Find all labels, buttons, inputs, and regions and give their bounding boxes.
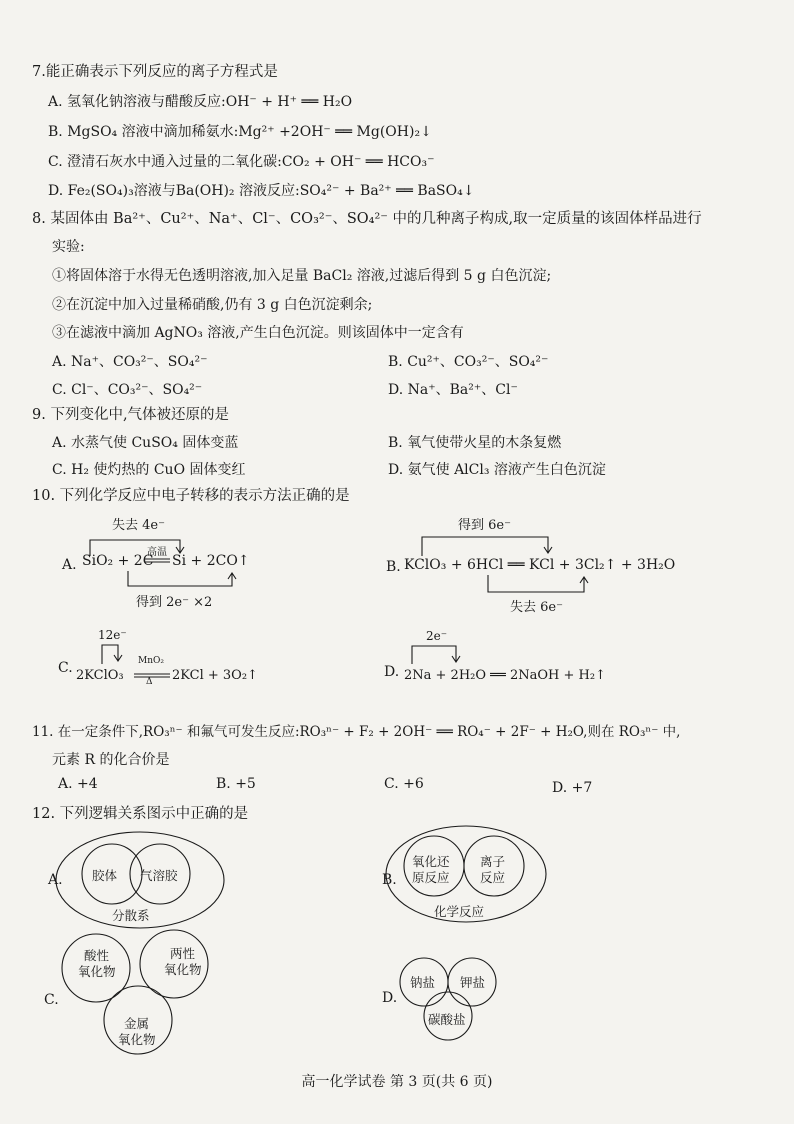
- q10b-bottom-label: 失去 6e⁻: [510, 600, 563, 615]
- q10b-equation: KClO₃ + 6HCl ══ KCl + 3Cl₂↑ + 3H₂O: [404, 557, 676, 573]
- q12a-text-1: 胶体: [92, 868, 118, 883]
- q10c-label: C.: [58, 660, 73, 676]
- q8-option-d: D. Na⁺、Ba²⁺、Cl⁻: [388, 382, 518, 398]
- q10d-top-label: 2e⁻: [426, 629, 448, 643]
- q10-stem: 10. 下列化学反应中电子转移的表示方法正确的是: [32, 488, 350, 504]
- q10b-top-arrow: [422, 537, 548, 556]
- q10a-condition: 高温: [147, 547, 167, 558]
- q11-option-d: D. +7: [552, 780, 593, 796]
- q10a-bottom-arrow: [128, 571, 232, 586]
- q7-option-a: A. 氢氧化钠溶液与醋酸反应:OH⁻ + H⁺ ══ H₂O: [48, 94, 353, 110]
- q12b-text-2b: 反应: [480, 870, 506, 885]
- q12b-label: B.: [382, 872, 397, 888]
- q9-stem: 9. 下列变化中,气体被还原的是: [32, 407, 230, 423]
- q10b-top-label: 得到 6e⁻: [458, 518, 511, 533]
- q8-option-b: B. Cu²⁺、CO₃²⁻、SO₄²⁻: [388, 354, 549, 370]
- q10a-label: A.: [62, 557, 77, 573]
- q7-option-d: D. Fe₂(SO₄)₃溶液与Ba(OH)₂ 溶液反应:SO₄²⁻ + Ba²⁺ ══ BaSO₄↓: [48, 183, 475, 199]
- q12a-label: A.: [48, 872, 63, 888]
- q11-stem-2: 元素 R 的化合价是: [52, 752, 170, 768]
- q10b-label: B.: [386, 559, 401, 575]
- q10c-eq-left: 2KClO₃: [76, 668, 124, 683]
- q10c-arrow: [102, 645, 118, 664]
- q8-option-a: A. Na⁺、CO₃²⁻、SO₄²⁻: [52, 354, 208, 370]
- q12c-text-3b: 氧化物: [118, 1032, 156, 1047]
- q10b-bottom-arrow: [488, 575, 584, 592]
- q12c-text-1a: 酸性: [84, 948, 110, 963]
- q12c-label: C.: [44, 992, 59, 1008]
- q8-step-2: ②在沉淀中加入过量稀硝酸,仍有 3 g 白色沉淀剩余;: [52, 297, 373, 313]
- q12c-text-2b: 氧化物: [164, 962, 202, 977]
- q7-option-c: C. 澄清石灰水中通入过量的二氧化碳:CO₂ + OH⁻ ══ HCO₃⁻: [48, 154, 435, 170]
- q11-stem-1: 11. 在一定条件下,RO₃ⁿ⁻ 和氟气可发生反应:RO₃ⁿ⁻ + F₂ + 2OH⁻ ══ RO₄⁻ + 2F⁻ + H₂O,则在 RO₃ⁿ⁻ 中,: [32, 724, 681, 740]
- q10c-catalyst: MnO₂: [138, 656, 164, 666]
- q9-option-c: C. H₂ 使灼热的 CuO 固体变红: [52, 462, 246, 478]
- q8-step-3: ③在滤液中滴加 AgNO₃ 溶液,产生白色沉淀。则该固体中一定含有: [52, 325, 464, 341]
- q12a-text-2: 气溶胶: [140, 868, 178, 883]
- q12b-text-1b: 原反应: [412, 870, 450, 885]
- q12c-text-1b: 氧化物: [78, 964, 116, 979]
- q11-option-b: B. +5: [216, 776, 256, 792]
- q10a-top-arrow: [90, 540, 180, 556]
- q9-option-a: A. 水蒸气使 CuSO₄ 固体变蓝: [52, 435, 239, 451]
- q10d-arrow: [412, 646, 456, 664]
- q9-option-d: D. 氨气使 AlCl₃ 溶液产生白色沉淀: [388, 462, 606, 478]
- q12d-text-2: 钾盐: [460, 975, 486, 990]
- q12b-text-2a: 离子: [480, 854, 506, 869]
- q10c-eq-right: 2KCl + 3O₂↑: [172, 668, 258, 683]
- q8-stem-1: 8. 某固体由 Ba²⁺、Cu²⁺、Na⁺、Cl⁻、CO₃²⁻、SO₄²⁻ 中的几种离子构成,取一定质量的该固体样品进行: [32, 211, 702, 227]
- q10a-top-label: 失去 4e⁻: [112, 518, 165, 533]
- q10a-eq-right: Si + 2CO↑: [172, 553, 250, 569]
- q12d-text-1: 钠盐: [410, 975, 436, 990]
- q12d-text-3: 碳酸盐: [428, 1012, 466, 1027]
- q8-step-1: ①将固体溶于水得无色透明溶液,加入足量 BaCl₂ 溶液,过滤后得到 5 g 白色沉淀;: [52, 268, 552, 284]
- q11-option-c: C. +6: [384, 776, 424, 792]
- q12b-text-1a: 氧化还: [412, 854, 450, 869]
- q10c-heat: Δ: [146, 677, 153, 687]
- page-footer: 高一化学试卷 第 3 页(共 6 页): [301, 1074, 493, 1090]
- q10d-label: D.: [384, 664, 400, 680]
- q10a-bottom-label: 得到 2e⁻ ×2: [136, 595, 213, 610]
- q12d-label: D.: [382, 990, 398, 1006]
- q8-option-c: C. Cl⁻、CO₃²⁻、SO₄²⁻: [52, 382, 203, 398]
- q9-option-b: B. 氧气使带火星的木条复燃: [388, 435, 562, 451]
- q10d-equation: 2Na + 2H₂O ══ 2NaOH + H₂↑: [404, 668, 606, 683]
- q11-option-a: A. +4: [58, 776, 98, 792]
- q10a-eq-left: SiO₂ + 2C: [82, 553, 154, 569]
- q7-option-b: B. MgSO₄ 溶液中滴加稀氨水:Mg²⁺ +2OH⁻ ══ Mg(OH)₂↓: [48, 124, 432, 140]
- q12a-outer-text: 分散系: [112, 908, 150, 923]
- q10c-top-label: 12e⁻: [98, 628, 127, 642]
- q12c-text-2a: 两性: [170, 946, 196, 961]
- q12-stem: 12. 下列逻辑关系图示中正确的是: [32, 806, 249, 822]
- q7-stem: 7.能正确表示下列反应的离子方程式是: [32, 64, 278, 80]
- q8-stem-2: 实验:: [52, 239, 85, 255]
- q12b-outer-text: 化学反应: [434, 904, 485, 919]
- q12c-text-3a: 金属: [124, 1016, 150, 1031]
